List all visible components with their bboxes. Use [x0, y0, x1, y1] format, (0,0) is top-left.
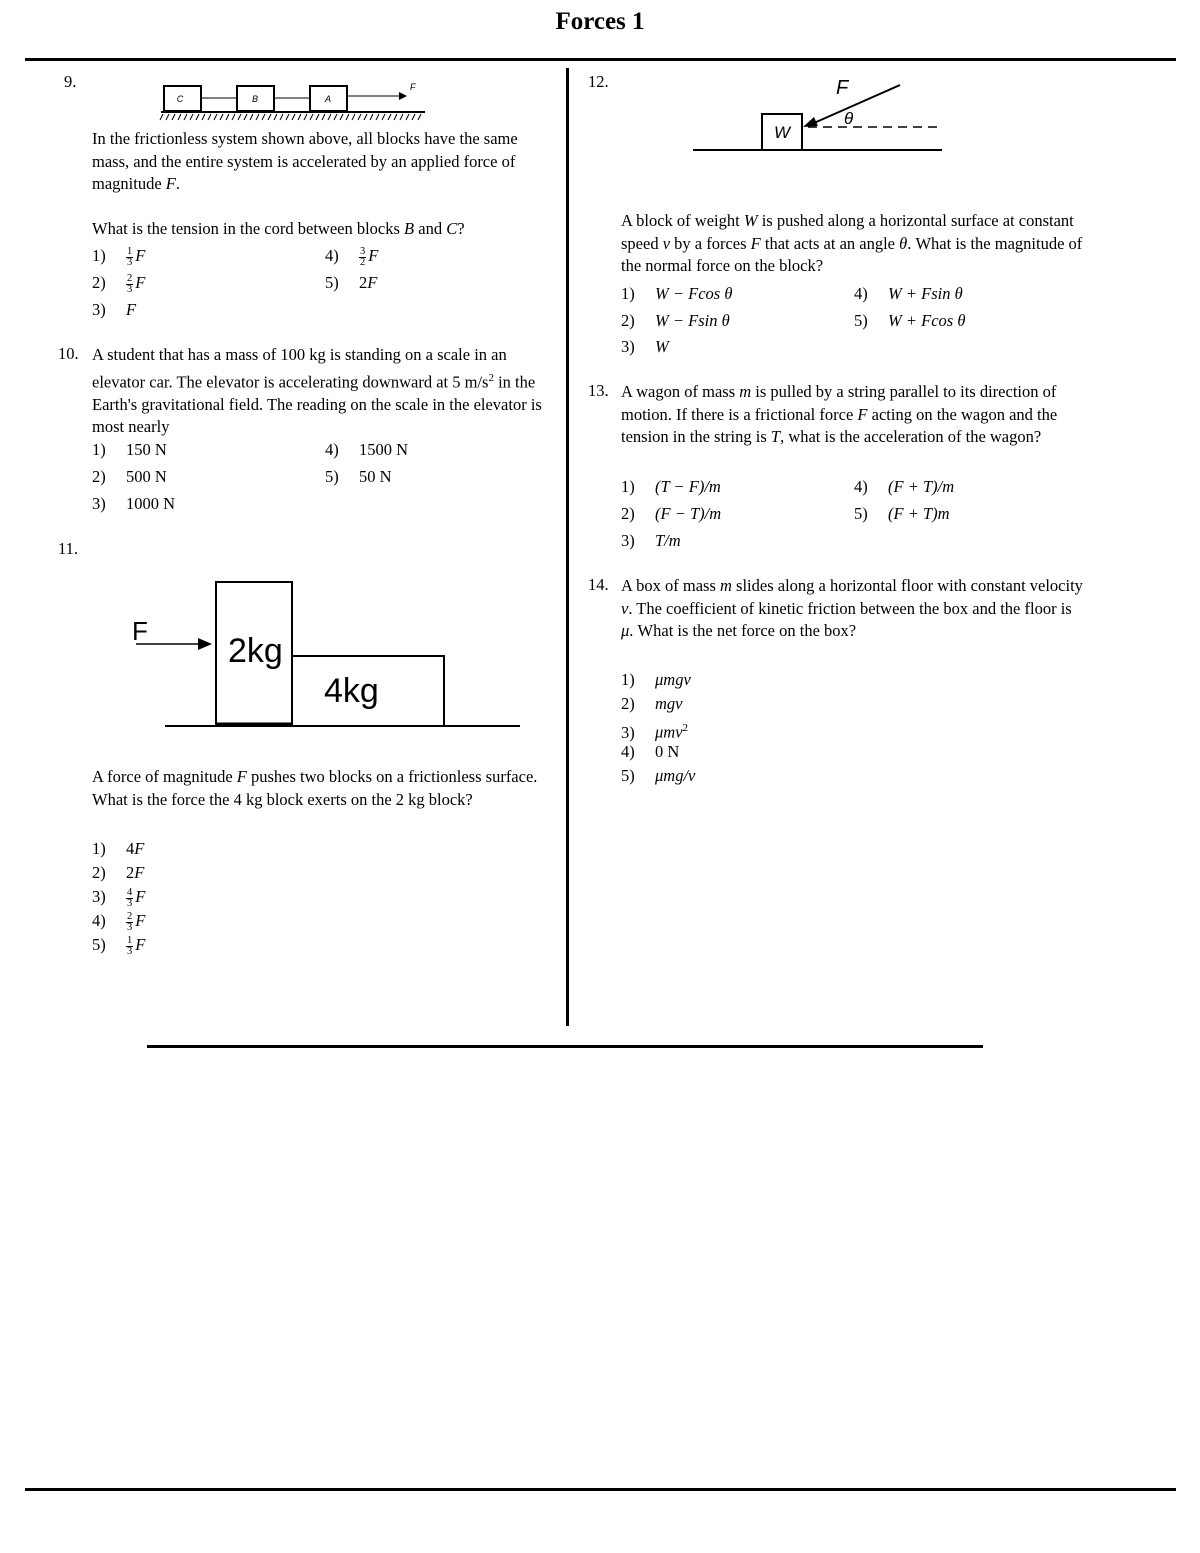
- bottom-rule: [25, 1488, 1176, 1491]
- q10-text: A student that has a mass of 100 kg is standing on a scale in an elevator car. The elevator is accelerating downward at 5 $m/s^2$ in the Earth's gravitational field. The reading on the scale in the elevator is most nearly: [92, 345, 542, 436]
- q11-option-4[interactable]: 4) $\frac{2}{3}$ F: [92, 910, 146, 933]
- q14-option-1[interactable]: 1) μmgv: [621, 670, 691, 689]
- q14-text: A box of mass m slides along a horizontal floor with constant velocity v. The coefficient of kinetic friction between the box and the floor is μ. What is the net force on the box?: [621, 576, 1083, 640]
- q9-label-a: A: [324, 94, 332, 104]
- q11-option-2[interactable]: 2) 2F: [92, 863, 145, 882]
- q11-label-2kg: 2kg: [228, 632, 283, 670]
- q13-option-2[interactable]: 2) (F − T)/m: [621, 504, 722, 523]
- q12-option-4[interactable]: 4) W + Fsin θ: [854, 284, 963, 303]
- q9-prompt: What is the tension in the cord between blocks B and C?: [92, 219, 465, 238]
- q11-number: 11.: [58, 539, 79, 558]
- q11-option-5[interactable]: 5) $\frac{1}{3}$ F: [92, 934, 146, 957]
- q11-force-arrowhead: [198, 638, 212, 650]
- q12-number: 12.: [588, 72, 609, 91]
- q9-text: In the frictionless system shown above, all blocks have the same mass, and the entire system is accelerated by an applied force of magnitude F.: [92, 129, 518, 193]
- q13-text: A wagon of mass m is pulled by a string parallel to its direction of motion. If there is a frictional force F acting on the wagon and the tension in the string is T, what is the acceleration of the wagon?: [621, 382, 1058, 446]
- q12-option-1[interactable]: 1) W − Fcos θ: [621, 284, 733, 303]
- q9-label-c: C: [176, 94, 184, 104]
- q9-option-4[interactable]: 4) $\frac{3}{2}$ F: [325, 245, 379, 268]
- page-title: Forces 1: [555, 8, 645, 35]
- column-divider: [566, 68, 569, 1026]
- q9-option-2[interactable]: 2) $\frac{2}{3}$ F: [92, 272, 146, 295]
- q11-diagram: [128, 578, 528, 733]
- q13-option-5[interactable]: 5) (F + T)m: [854, 504, 950, 523]
- q11-label-4kg: 4kg: [324, 672, 379, 710]
- q10-option-4[interactable]: 4) 1500 N: [325, 440, 409, 459]
- q10-option-1[interactable]: 1) 150 N: [92, 440, 167, 459]
- q13-option-1[interactable]: 1) (T − F)/m: [621, 477, 721, 496]
- q11-option-3[interactable]: 3) $\frac{4}{3}$ F: [92, 886, 146, 909]
- q9-option-5[interactable]: 5) 2F: [325, 273, 378, 292]
- q14-option-5[interactable]: 5) μmg/v: [621, 766, 696, 785]
- q9-label-f: F: [410, 82, 416, 92]
- q12-option-5[interactable]: 5) W + Fcos θ: [854, 311, 966, 330]
- q11-option-1[interactable]: 1) 4F: [92, 839, 145, 858]
- q10-option-3[interactable]: 3) 1000 N: [92, 494, 176, 513]
- q12-force-arrow: [814, 85, 900, 123]
- q12-label-w: W: [773, 123, 791, 142]
- q14-option-4[interactable]: 4) 0 N: [621, 742, 680, 761]
- q14-option-2[interactable]: 2) mgv: [621, 694, 683, 713]
- q12-option-3[interactable]: 3) W: [621, 337, 669, 356]
- q9-label-b: B: [251, 94, 259, 104]
- q10-option-5[interactable]: 5) 50 N: [325, 467, 392, 486]
- q12-label-f: F: [836, 77, 849, 99]
- q9-number: 9.: [64, 72, 77, 91]
- q13-option-3[interactable]: 3) T/m: [621, 531, 681, 550]
- q11-label-f: F: [132, 616, 148, 646]
- q12-label-theta: θ: [844, 109, 854, 128]
- top-rule: [25, 58, 1176, 61]
- q12-option-2[interactable]: 2) W − Fsin θ: [621, 311, 730, 330]
- q9-option-3[interactable]: 3) F: [92, 300, 137, 319]
- q12-force-arrowhead: [803, 117, 818, 127]
- q10-option-2[interactable]: 2) 500 N: [92, 467, 167, 486]
- q14-option-3[interactable]: 3) μmv$^2$: [621, 722, 689, 742]
- q9-option-1[interactable]: 1) $\frac{1}{3}$ F: [92, 245, 146, 268]
- q11-text: A force of magnitude F pushes two blocks on a frictionless surface. What is the force the 4 kg block exerts on the 2 kg block?: [92, 767, 538, 809]
- q14-number: 14.: [588, 575, 609, 594]
- q12-diagram: [690, 72, 950, 156]
- q12-text: A block of weight W is pushed along a horizontal surface at constant speed v by a forces F that acts at an angle θ. What is the magnitude of the normal force on the block?: [621, 211, 1083, 275]
- q10-number: 10.: [58, 344, 79, 363]
- q13-option-4[interactable]: 4) (F + T)/m: [854, 477, 955, 496]
- section-end-rule: [147, 1045, 983, 1048]
- q9-diagram: [155, 78, 435, 122]
- q9-surface-hatching: [160, 114, 421, 120]
- q13-number: 13.: [588, 381, 609, 400]
- q9-force-arrowhead: [399, 92, 407, 100]
